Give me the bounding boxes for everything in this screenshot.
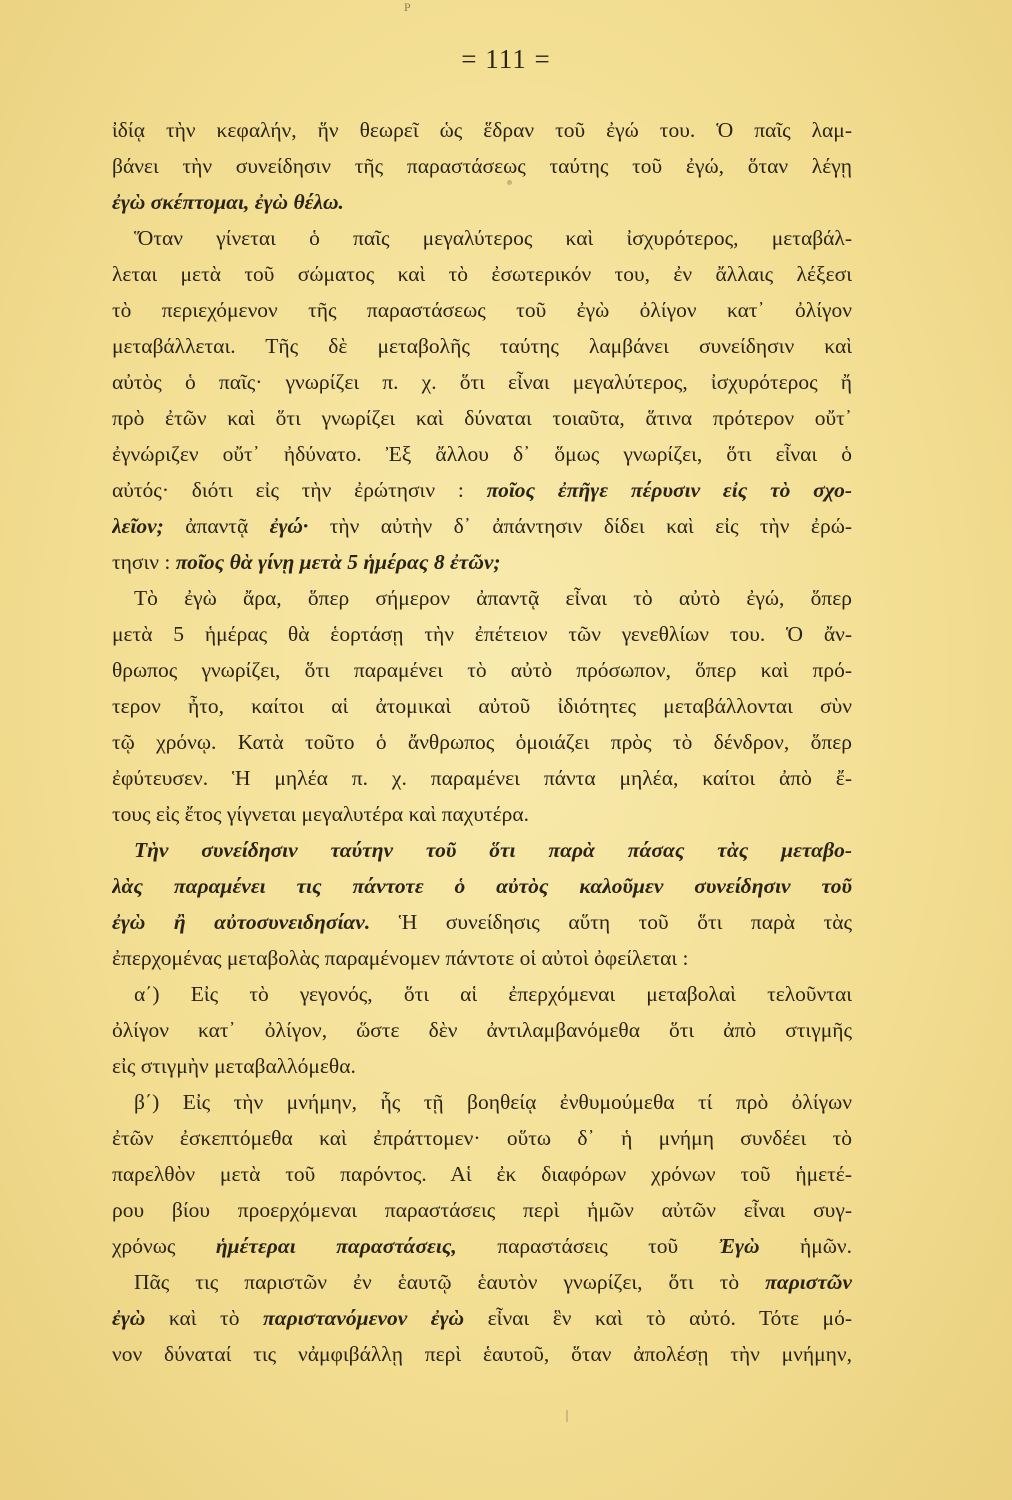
text-run: ἐφύτευσεν. Ἡ μηλέα π. χ. παραμένει πάντα μηλέα, καίτοι ἀπὸ ἔ- xyxy=(112,766,852,790)
emphasis-text: Τὴν συνείδησιν ταύτην τοῦ ὅτι παρὰ πάσας τὰς μεταβο- xyxy=(134,838,852,862)
text-run: παραστάσεις τοῦ xyxy=(456,1234,719,1258)
text-run: εἶναι ἓν καὶ τὸ αὐτό. Τότε μό- xyxy=(464,1306,852,1330)
text-line xyxy=(112,724,852,760)
text-line xyxy=(112,688,852,724)
text-run: Πᾶς τις παριστῶν ἐν ἑαυτῷ ἑαυτὸν γνωρίζει, ὅτι τὸ xyxy=(134,1270,766,1294)
text-run: ἡμῶν. xyxy=(759,1234,852,1258)
emphasis-text: ποῖος θὰ γίνῃ μετὰ 5 ἡμέρας 8 ἐτῶν; xyxy=(175,550,501,574)
text-run: ἐτῶν ἐσκεπτόμεθα καὶ ἐπράττομεν· οὕτω δ᾽ ἡ μνήμη συνδέει τὸ xyxy=(112,1126,852,1150)
text-line xyxy=(112,112,852,148)
text-run: πρὸ ἐτῶν καὶ ὅτι γνωρίζει καὶ δύναται τοιαῦτα, ἅτινα πρότερον οὔτ᾽ xyxy=(112,406,852,430)
text-line xyxy=(112,580,852,616)
text-line xyxy=(112,868,852,904)
text-line xyxy=(112,760,852,796)
emphasis-text: ἐγώ· xyxy=(269,514,309,538)
text-run: νον δύναταί τις νἀμφιβάλλῃ περὶ ἑαυτοῦ, ὅταν ἀπολέσῃ τὴν μνήμην, xyxy=(112,1342,852,1366)
text-line xyxy=(112,292,852,328)
text-run: αὐτός· διότι εἰς τὴν ἐρώτησιν : xyxy=(112,478,487,502)
text-run: τὴν αὐτὴν δ᾽ ἀπάντησιν δίδει καὶ εἰς τὴν ἐρώ- xyxy=(308,514,852,538)
text-run: καὶ τὸ xyxy=(145,1306,263,1330)
page-number: = 111 = xyxy=(461,44,551,74)
emphasis-text: ἡμέτεραι παραστάσεις, xyxy=(215,1234,457,1258)
emphasis-text: λεῖον; xyxy=(112,514,164,538)
text-run: τησιν : xyxy=(112,550,176,574)
text-line xyxy=(112,1084,852,1120)
text-run: τερον ἦτο, καίτοι αἱ ἀτομικαὶ αὐτοῦ ἰδιότητες μεταβάλλονται σὺν xyxy=(112,694,852,718)
text-line xyxy=(112,1156,852,1192)
emphasis-text: ἐγὼ ἢ αὐτοσυνειδησίαν. xyxy=(112,910,371,934)
text-line xyxy=(112,328,852,364)
text-line xyxy=(112,1048,852,1084)
text-run: Ὅταν γίνεται ὁ παῖς μεγαλύτερος καὶ ἰσχυρότερος, μεταβάλ- xyxy=(134,226,852,250)
text-run: βάνει τὴν συνείδησιν τῆς παραστάσεως ταύτης τοῦ ἐγώ, ὅταν λέγῃ xyxy=(112,154,852,178)
text-run: β΄) Εἰς τὴν μνήμην, ἧς τῇ βοηθείᾳ ἐνθυμούμεθα τί πρὸ ὀλίγων xyxy=(134,1090,852,1114)
text-run: τῷ χρόνῳ. Κατὰ τοῦτο ὁ ἄνθρωπος ὁμοιάζει πρὸς τὸ δένδρον, ὅπερ xyxy=(112,730,852,754)
text-line xyxy=(112,220,852,256)
text-line xyxy=(112,148,852,184)
text-line xyxy=(112,1012,852,1048)
text-run: ὀλίγον κατ᾽ ὀλίγον, ὥστε δὲν ἀντιλαμβανόμεθα ὅτι ἀπὸ στιγμῆς xyxy=(112,1018,852,1042)
text-line xyxy=(112,1120,852,1156)
text-run: ἐγνώριζεν οὔτ᾽ ἠδύνατο. Ἐξ ἄλλου δ᾽ ὅμως γνωρίζει, ὅτι εἶναι ὁ xyxy=(112,442,852,466)
text-run: ρου βίου προερχόμεναι παραστάσεις περὶ ἡμῶν αὐτῶν εἶναι συγ- xyxy=(112,1198,852,1222)
text-run: εἰς στιγμὴν μεταβαλλόμεθα. xyxy=(112,1054,356,1078)
body-text xyxy=(112,112,852,1372)
corner-mark: P xyxy=(404,0,411,14)
text-line xyxy=(112,1300,852,1336)
emphasis-text: λὰς παραμένει τις πάντοτε ὁ αὐτὸς καλοῦμεν συνείδησιν τοῦ xyxy=(112,874,852,898)
text-line xyxy=(112,1192,852,1228)
text-run: Τὸ ἐγὼ ἄρα, ὅπερ σήμερον ἀπαντᾷ εἶναι τὸ αὐτὸ ἐγώ, ὅπερ xyxy=(134,586,852,610)
text-line xyxy=(112,436,852,472)
emphasis-text: ἐγὼ xyxy=(112,1306,146,1330)
text-line xyxy=(112,256,852,292)
text-line xyxy=(112,796,852,832)
text-run: θρωπος γνωρίζει, ὅτι παραμένει τὸ αὐτὸ πρόσωπον, ὅπερ καὶ πρό- xyxy=(112,658,852,682)
text-run: α΄) Εἰς τὸ γεγονός, ὅτι αἱ ἐπερχόμεναι μεταβολαὶ τελοῦνται xyxy=(134,982,852,1006)
text-line xyxy=(112,400,852,436)
text-run: αὐτὸς ὁ παῖς· γνωρίζει π. χ. ὅτι εἶναι μεγαλύτερος, ἰσχυρότερος ἤ xyxy=(112,370,852,394)
emphasis-text: παριστανόμενον ἐγὼ xyxy=(262,1306,465,1330)
text-line xyxy=(112,508,852,544)
text-line xyxy=(112,472,852,508)
text-run: παρελθὸν μετὰ τοῦ παρόντος. Αἱ ἐκ διαφόρων χρόνων τοῦ ἡμετέ- xyxy=(112,1162,852,1186)
text-run: μεταβάλλεται. Τῆς δὲ μεταβολῆς ταύτης λαμβάνει συνείδησιν καὶ xyxy=(112,334,852,358)
emphasis-text: ποῖος ἐπῆγε πέρυσιν εἰς τὸ σχο- xyxy=(486,478,852,502)
text-run: μετὰ 5 ἡμέρας θὰ ἑορτάσῃ τὴν ἐπέτειον τῶν γενεθλίων του. Ὁ ἄν- xyxy=(112,622,852,646)
text-line xyxy=(112,184,852,220)
text-line xyxy=(112,1264,852,1300)
text-run: τὸ περιεχόμενον τῆς παραστάσεως τοῦ ἐγὼ ὀλίγον κατ᾽ ὀλίγον xyxy=(112,298,852,322)
emphasis-text: παριστῶν xyxy=(765,1270,852,1294)
text-line xyxy=(112,652,852,688)
emphasis-text: Ἐγὼ xyxy=(718,1234,760,1258)
ink-mark xyxy=(566,1410,568,1422)
text-line xyxy=(112,904,852,940)
text-run: Ἡ συνείδησις αὕτη τοῦ ὅτι παρὰ τὰς xyxy=(370,910,852,934)
text-line xyxy=(112,616,852,652)
text-run: ἰδίᾳ τὴν κεφαλήν, ἥν θεωρεῖ ὡς ἕδραν τοῦ ἐγώ του. Ὁ παῖς λαμ- xyxy=(112,118,852,142)
text-run: λεται μετὰ τοῦ σώματος καὶ τὸ ἐσωτερικόν του, ἐν ἄλλαις λέξεσι xyxy=(112,262,852,286)
text-run: χρόνως xyxy=(112,1234,216,1258)
text-line xyxy=(112,940,852,976)
text-line xyxy=(112,976,852,1012)
text-line xyxy=(112,544,852,580)
text-line xyxy=(112,832,852,868)
text-line xyxy=(112,364,852,400)
emphasis-text: ἐγὼ σκέπτομαι, ἐγὼ θέλω. xyxy=(112,190,344,214)
text-run: ἀπαντᾷ xyxy=(163,514,270,538)
text-line xyxy=(112,1228,852,1264)
text-run: ἐπερχομένας μεταβολὰς παραμένομεν πάντοτε οἱ αὐτοὶ ὀφείλεται : xyxy=(112,946,689,970)
text-line xyxy=(112,1336,852,1372)
text-run: τους εἰς ἔτος γίγνεται μεγαλυτέρα καὶ παχυτέρα. xyxy=(112,802,529,826)
